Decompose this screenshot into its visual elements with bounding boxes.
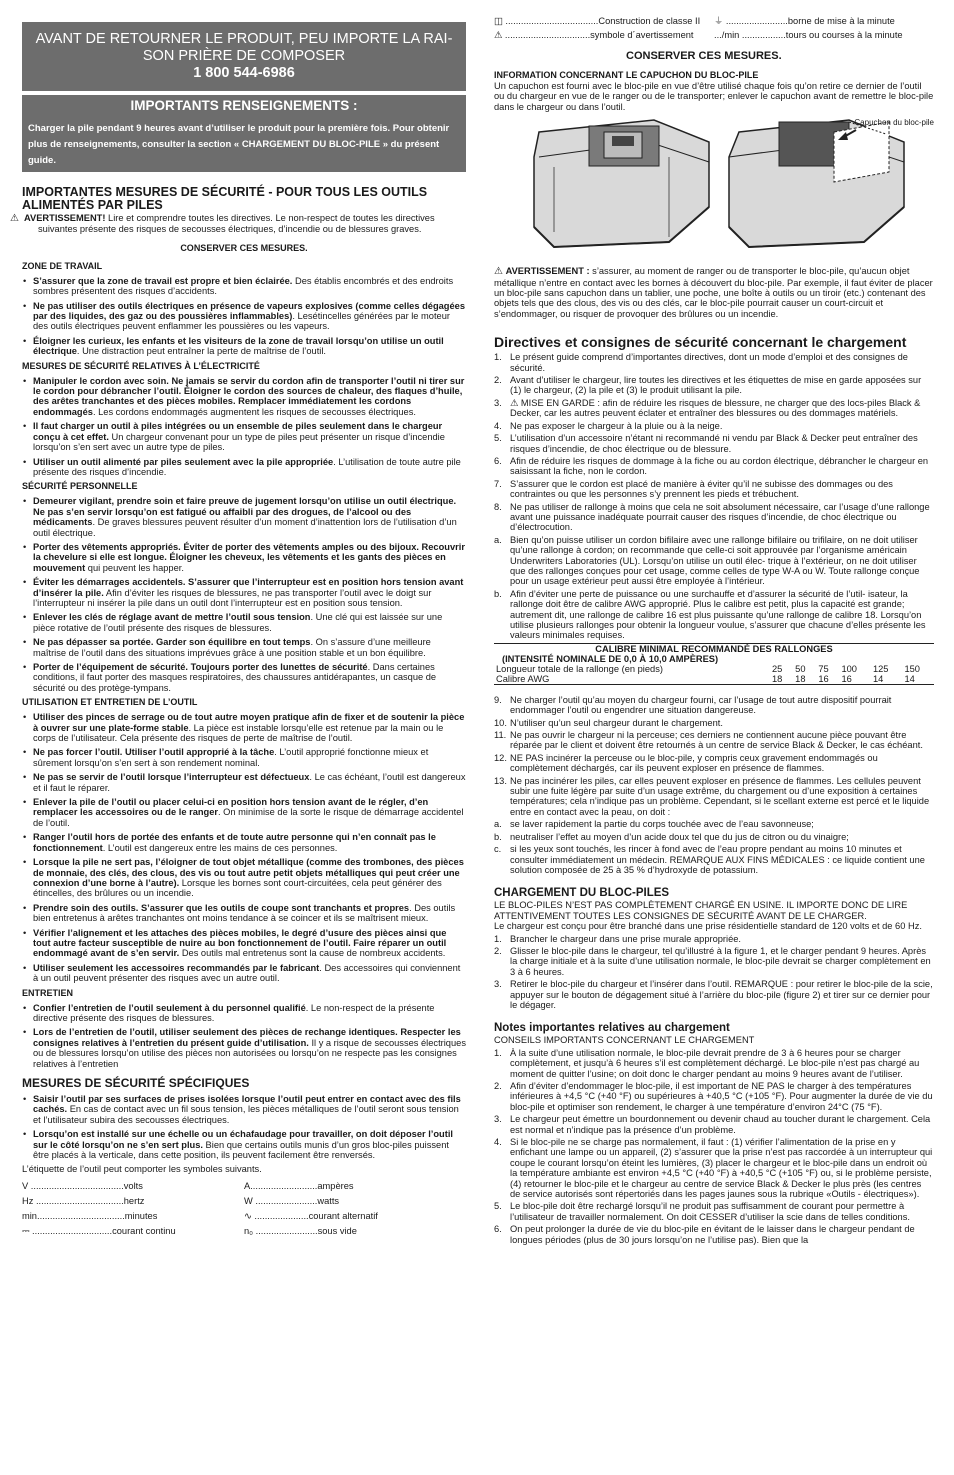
banner-line1: AVANT DE RETOURNER LE PRODUIT, PEU IMPORTE LA RAI- <box>35 31 453 47</box>
table-row: Calibre AWG 18 18 16 16 14 14 <box>494 674 934 685</box>
symbol-amperes: A..........................ampères <box>244 1180 354 1191</box>
section-maintenance: ENTRETIEN <box>22 987 74 998</box>
section-electric: MESURES DE SÉCURITÉ RELATIVES À L’ÉLECTRICITÉ <box>22 360 260 371</box>
list-item: b. Afin d’éviter une perte de puissance ou une surchauffe et d’assurer la sécurité de l’util- isateur, la rallonge doit être de calibre AWG approprié. Plus le calibre est petit, plus la capacité est grande; autrement dit, une rallonge de calibre 16 est plus puissante qu’une rallonge de calibre 18. Lorsqu’on utilise plusieurs rallonges pour obtenir la longueur voulue, s’assurer que chacune d’elles présente les valeurs minimales requises. <box>494 588 926 641</box>
list-item: 6. Afin de réduire les risques de dommage à la fiche ou au cordon électrique, débrancher le chargeur en saisissant la fiche, non le cordon. <box>494 455 929 477</box>
list-item: • Ne pas utiliser des outils électriques en présence de vapeurs explosives (comme celles dégagées par des liquides, des gaz ou des poussières inflammables). Lesétincelles générées par le moteur des outils électriques peuvent enflammer les poussières ou les vapeurs. <box>22 301 466 332</box>
electric-list <box>22 376 466 478</box>
list-item: • Enlever les clés de réglage avant de mettre l’outil sous tension. Une clé qui est laissée sur une pièce rotative de l’outil présente des risques de blessures. <box>22 612 466 633</box>
specific-list <box>22 1094 466 1160</box>
table-title2: (INTENSITÉ NOMINALE DE 0,0 À 10,0 AMPÈRES) <box>502 653 719 664</box>
warning-right: ⚠ AVERTISSEMENT : s’assurer, au moment de ranger ou de transporter le bloc-pile, qu’aucun objet métallique n’entre en contact avec les bornes à découvert du bloc-pile. Par exemple, il faut éviter de placer un bloc-pile sans capuchon dans un tablier, une poche, une boîte à outils ou un tiroir (etc.) contenant des objets tels que des clous, des vis ou des clés, car le bloc-pile pourrait causer un court-circuit et s’endommager, ou risquer de provoquer des brûlures ou un incendie. <box>494 266 933 319</box>
list-item: 1. Le présent guide comprend d’importantes directives, dont un mode d’emploi et des consignes de sécurité. <box>494 352 908 373</box>
symbols-top <box>494 14 934 42</box>
directives-list <box>494 352 934 641</box>
personal-list <box>22 496 466 693</box>
charging-caps: LE BLOC-PILES N’EST PAS COMPLÈTEMENT CHARGÉ EN USINE. IL IMPORTE DONC DE LIRE ATTENTIVEMENT TOUTES LES CONSIGNES DE SÉCURITÉ AVANT DE LE CHARGER. <box>494 900 908 921</box>
list-item: • Lorsque la pile ne sert pas, l’éloigner de tout objet métallique (comme des trombones, des pièces de monnaie, des clés, des clous, des vis ou tout autre petit objets métalliques qui peut créer une connexion d’une borne à l’autre). Lorsque les bornes sont court-circuitées, cela peut générer des étincelles, des brûlures ou un incendie. <box>22 857 466 899</box>
specific-heading: MESURES DE SÉCURITÉ SPÉCIFIQUES <box>22 1076 250 1090</box>
list-item: 13. Ne pas incinérer les piles, car elles peuvent exploser en présence de flammes. Les cellules peuvent subir une fuite légère par suite d’un usage extrême, du chargement ou d’une exposition à certaines températures; cela n’indique pas un problème. Cependant, si le scellant externe est percé et le liquide entre en contact avec la peau, on doit : <box>494 775 930 817</box>
symbol-ac: ∿ .....................courant alternatif <box>244 1210 378 1221</box>
symbol-hertz: Hz ..................................hertz <box>22 1195 145 1206</box>
list-item: • Ne pas dépasser sa portée. Garder son équilibre en tout temps. On s’assure d’une meilleure maîtrise de l’outil dans des situations imprévues grâce à une position stable et un bon équilibre. <box>22 637 466 658</box>
cap-title: INFORMATION CONCERNANT LE CAPUCHON DU BLOC-PILE <box>494 70 759 80</box>
list-item: 1. Brancher le chargeur dans une prise murale appropriée. <box>494 933 742 944</box>
section-work-area: ZONE DE TRAVAIL <box>22 260 103 271</box>
list-item: 12. NE PAS incinérer la perceuse ou le bloc-pile, y compris ceux gravement endommagés ou complètement déchargés, car ils peuvent exploser en présence de flammes. <box>494 752 878 774</box>
keep-measures-right: CONSERVER CES MESURES. <box>626 50 782 62</box>
symbol-minutes: min..................................minutes <box>22 1210 158 1221</box>
list-item: a. se laver rapidement la partie du corps touchée avec de l’eau savonneuse; <box>494 819 814 830</box>
list-item: a. Bien qu’on puisse utiliser un cordon bifilaire avec une rallonge bifilaire ou trifilaire, on ne doit utiliser qu’une rallonge à cordon; on recommande que celle-ci soit approuvée par l’organisme américain Underwriters Laboratories (UL). Lorsqu’on utilise un outil élec- trique à l’extérieur, on ne doit utiliser que des rallonges conçues pour cet usage, comme celles de type W-A ou W. Toute rallonge conçue pour un usage extérieur peut aussi être employée à l’intérieur. <box>494 534 920 587</box>
left-column <box>10 185 466 1239</box>
list-item: 7. S’assurer que le cordon est placé de manière à éviter qu’il ne subisse des dommages ou des contraintes ou que les personnes s’y prennent les pieds et trébuchent. <box>494 478 893 500</box>
use-list <box>22 712 466 983</box>
list-item: • Lors de l’entretien de l’outil, utiliser seulement des pièces de rechange identiques. Respecter les consignes relatives à l’entretien du présent guide d’utilisation. Il y a risque de secousses électriques ou de blessures lorsqu’on utilise des pièces non autorisées ou lorsqu’on ne respecte pas les consignes relatives à l’entretien <box>22 1027 466 1069</box>
list-item: 2. Glisser le bloc-pile dans le chargeur, tel qu’illustré à la figure 1, et le charger pendant 9 heures. Après la charge initiale et à la suite d’une utilisation normale, le bloc-pile devrait se charger complètement en 3 à 6 heures. <box>494 945 931 977</box>
symbols-intro: L’étiquette de l’outil peut comporter les symboles suivants. <box>22 1164 262 1175</box>
list-item: • Utiliser des pinces de serrage ou de tout autre moyen pratique afin de fixer et de soutenir la pièce à ouvrer sur une plate-forme stable. La pièce est instable lorsqu’elle est retenue par la main ou le corps de l’utilisateur. Cela présente des risques de perte de maîtrise de l’outil. <box>22 712 466 743</box>
safety-heading: IMPORTANTES MESURES DE SÉCURITÉ - POUR TOUS LES OUTILS ALIMENTÉS PAR PILES <box>22 185 428 212</box>
warning-icon: ⚠ <box>494 266 503 278</box>
right-column <box>494 14 934 1245</box>
table-row: Longueur totale de la rallonge (en pieds) 25 50 75 100 125 150 <box>496 663 920 674</box>
directives-list-2 <box>494 695 934 876</box>
list-item: 4. Si le bloc-pile ne se charge pas normalement, il faut : (1) vérifier l’alimentation de la prise en y enfichant une lampe ou un appareil, (2) s’assurer que la prise n’est pas raccordée à un interrupteur qui coupe le courant lorsqu’on éteint les lumières, (3) placer le chargeur et le bloc-pile dans un endroit où la température ambiante est environ +4,5 °C (+40 °F) à +40,5 °C (+105 °F) ou, si le problème persiste, (4) retourner le bloc-pile et le chargeur au centre de service Black & Decker le plus près (les centres de service autorisés sont répertoriés dans les pages jaunes sous la rubrique «Outils - électriques»). <box>494 1137 933 1200</box>
list-item: • Utiliser seulement les accessoires recommandés par le fabricant. Des accessoires qui conviennent à un outil peuvent présenter des risques avec un autre outil. <box>22 963 466 984</box>
important-info-body: Charger la pile pendant 9 heures avant d’utiliser le produit pour la première fois. Pour obtenir plus de renseignements, consulter la section « CHARGEMENT DU BLOC-PILE » du présent guide. <box>28 123 450 166</box>
list-item: 9. Ne charger l’outil qu’au moyen du chargeur fourni, car l’usage de tout autre dispositif pourrait endommager l’outil ou engendrer une situation dangereuse. <box>494 694 892 716</box>
symbol-watts: W ........................watts <box>244 1195 340 1206</box>
battery-with-cap <box>729 120 904 247</box>
notes-heading: Notes importantes relatives au chargement <box>494 1022 730 1035</box>
charging-list <box>494 934 934 1011</box>
symbol-no-load: n₀ ........................sous vide <box>244 1225 357 1236</box>
list-item: • Ranger l’outil hors de portée des enfants et de toute autre personne qui n’en connaît pas le fonctionnement. L’outil est dangereux entre les mains de ces personnes. <box>22 832 466 853</box>
warning-paragraph: ⚠ AVERTISSEMENT! Lire et comprendre toutes les directives. Le non-respect de toutes les directives suivantes présente des risques de secousses électriques, d’incendie ou de blessures graves. <box>10 213 435 235</box>
list-item: 2. Avant d’utiliser le chargeur, lire toutes les directives et les étiquettes de mise en garde apposées sur (1) le chargeur, (2) la pile et (3) le produit utilisant la pile. <box>494 375 922 396</box>
list-item: • Vérifier l’alignement et les attaches des pièces mobiles, le degré d’usure des pièces ainsi que tout autre facteur susceptible de nuire au bon fonctionnement de l’outil. Faire réparer un outil endommagé avant de s’en servir. Des outils mal entretenus sont la cause de nombreux accidents. <box>22 928 466 959</box>
charging-paragraph: Le chargeur est conçu pour être branché dans une prise résidentielle standard de 120 volts et de 60 Hz. <box>494 921 922 932</box>
cap-text: Un capuchon est fourni avec le bloc-pile en vue d’être utilisé chaque fois qu’on retire ce dernier de l’outil ou du chargeur en vue de le ranger ou de le transporter; enlever le capuchon avant de remettre le bloc-pile dans le chargeur ou dans l’outil. <box>494 81 934 112</box>
list-item: • Il faut charger un outil à piles intégrées ou un ensemble de piles seulement dans le chargeur conçu à cet effet. Un chargeur convenant pour un type de piles peut présenter un risque d’incendie lorsqu’on s’en sert avec un autre type de piles. <box>22 421 466 452</box>
directives-heading: Directives et consignes de sécurité concernant le chargement <box>494 334 907 351</box>
section-personal: SÉCURITÉ PERSONNELLE <box>22 481 138 492</box>
symbol-per-min: .../min .................tours ou courses à la minute <box>714 30 903 40</box>
list-item: • Prendre soin des outils. S’assurer que les outils de coupe sont tranchants et propres. Des outils bien entretenus à arêtes tranchantes ont moins tendance à se coincer et ils se maîtrisent mieux. <box>22 903 466 924</box>
list-item: • Demeurer vigilant, prendre soin et faire preuve de jugement lorsqu’on utilise un outil électrique. Ne pas s’en servir lorsqu’on est fatigué ou affaibli par des drogues, de l’alcool ou des médicaments. De graves blessures peuvent résulter d’un moment d’inattention lors de l’utilisation d’un outil électrique. <box>22 496 466 538</box>
list-item: • Éloigner les curieux, les enfants et les visiteurs de la zone de travail lorsqu’on utilise un outil électrique. Une distraction peut entraîner la perte de maîtrise de l’outil. <box>22 336 466 357</box>
list-item: 8. Ne pas utiliser de rallonge à moins que cela ne soit absolument nécessaire, car l’usage d’une rallonge avant une puissance inadéquate pourrait causer des risques d’incendie, de choc électrique ou d’électrocution. <box>494 501 930 533</box>
symbol-class2: ◫ ....................................Construction de classe II <box>494 16 701 26</box>
notes-sub: CONSEILS IMPORTANTS CONCERNANT LE CHARGEMENT <box>494 1035 755 1046</box>
list-item: • Enlever la pile de l’outil ou placer celui-ci en position hors tension avant de le régler, d’en remplacer les accessoires ou de le ranger. On minimise de la sorte le risque de démarrage accidentel de l’outil. <box>22 797 466 828</box>
cap-label: Capuchon du bloc-pile <box>854 118 934 128</box>
list-item: • Confier l’entretien de l’outil seulement à du personnel qualifié. Le non-respect de la présente directive présente des risques de blessures. <box>22 1003 466 1024</box>
charging-heading: CHARGEMENT DU BLOC-PILES <box>494 887 670 900</box>
list-item: • Ne pas forcer l’outil. Utiliser l’outil approprié à la tâche. L’outil approprié fonctionne mieux et sûrement lorsqu’on s’en sert à son rendement nominal. <box>22 747 466 768</box>
notes-list <box>494 1048 934 1245</box>
list-item: 3. Le chargeur peut émettre un bourdonnement ou devenir chaud au toucher durant le chargement. Cela est normal et n’indique pas la présence d’un problème. <box>494 1114 931 1135</box>
list-item: • S’assurer que la zone de travail est propre et bien éclairée. Des établis encombrés et des endroits sombres présentent des risques d’accidents. <box>22 276 466 297</box>
symbol-ground: ⏚ ........................borne de mise à la minute <box>714 16 895 26</box>
list-item: • Ne pas se servir de l’outil lorsque l’interrupteur est défectueux. Le cas échéant, l’outil est dangereux et il faut le réparer. <box>22 772 466 793</box>
symbol-warning: ⚠ .................................symbole d´avertissement <box>494 30 694 40</box>
cable-gauge-table <box>494 643 934 685</box>
maintenance-list <box>22 1003 466 1069</box>
battery-figure <box>494 112 934 262</box>
symbol-dc: ⎓ ...............................courant continu <box>22 1225 176 1236</box>
list-item: 11. Ne pas ouvrir le chargeur ni la perceuse; ces derniers ne contiennent aucune pièce pouvant être réparée par le client et doivent être retournés à un centre de service Black & Decker, le cas échéant. <box>494 730 923 751</box>
list-item: c. si les yeux sont touchés, les rincer à fond avec de l’eau propre pendant au moins 10 minutes et consulter immédiatement un médecin. REMARQUE AUX FINS MÉDICALES : ce liquide contient une solution composée de 25 à 35 % d’hydroxyde de potassium. <box>494 844 925 875</box>
list-item: 5. Le bloc-pile doit être rechargé lorsqu’il ne produit pas suffisamment de courant pour permettre à l’utilisateur de travailler normalement. On doit CESSER d’utiliser la scie dans de telles conditions. <box>494 1201 910 1222</box>
list-item: • Utiliser un outil alimenté par piles seulement avec la pile appropriée. L’utilisation de toute autre pile présente des risques d’incendie. <box>22 457 466 478</box>
list-item: b. neutraliser l’effet au moyen d’un acide doux tel que du jus de citron ou du vinaigre; <box>494 831 849 842</box>
return-banner <box>22 22 466 91</box>
list-item: 3. Retirer le bloc-pile du chargeur et l’insérer dans l’outil. REMARQUE : pour retirer le bloc-pile de la scie, appuyer sur le bouton de dégagement situé à l’arrière du bloc-pile (figure 2) et tirer sur ce dernier pour le dégager. <box>494 979 933 1010</box>
list-item: 4. Ne pas exposer le chargeur à la pluie ou à la neige. <box>494 420 723 431</box>
list-item: • Lorsqu’on est installé sur une échelle ou un échafaudage pour travailler, on doit déposer l’outil sur le côté lorsqu’on ne s’en sert plus. Bien que certains outils munis d’un gros bloc-piles puissent être placés à la verticale, dans cette position, ils peuvent facilement être renversés. <box>22 1129 466 1160</box>
phone-number: 1 800 544-6986 <box>193 65 295 81</box>
symbol-volts: V ....................................volts <box>22 1180 143 1191</box>
banner-line2: SON PRIÈRE DE COMPOSER <box>142 48 346 64</box>
list-item: • Éviter les démarrages accidentels. S’assurer que l’interrupteur est en position hors tension avant d’insérer la pile. Afin d’éviter les risques de blessures, ne pas transporter l’outil avec le doigt sur l’interrupteur ni insérer la pile dans un outil dont l’interrupteur est en position sous tension. <box>22 577 466 608</box>
list-item: 5. L’utilisation d’un accessoire n’étant ni recommandé ni vendu par Black & Decker peut entraîner des risques d’incendie, de choc électrique ou de blessure. <box>494 433 918 454</box>
list-item: 10. N’utiliser qu’un seul chargeur durant le chargement. <box>494 717 723 728</box>
list-item: 1. À la suite d’une utilisation normale, le bloc-pile devrait prendre de 3 à 6 heures pour se charger complètement, et jusqu’à 6 heures s’il est complètement déchargé. Le bloc-pile n’est pas chargé au moment de quitter l’usine; on doit donc le charger pendant au moins 9 heures avant de l’utiliser. <box>494 1047 920 1079</box>
list-item: • Porter de l’équipement de sécurité. Toujours porter des lunettes de sécurité. Dans certaines conditions, il faut porter des masques respiratoires, des chaussures antidérapantes, un casque de sécurité ou des protège-tympans. <box>22 662 466 693</box>
section-use: UTILISATION ET ENTRETIEN DE L’OUTIL <box>22 697 198 708</box>
battery-without-cap <box>534 120 709 247</box>
work-area-list <box>22 276 466 357</box>
list-item: • Porter des vêtements appropriés. Éviter de porter des vêtements amples ou des bijoux. Recouvrir la chevelure si elle est longue. Éloigner les cheveux, les vêtements et les gants des pièces en mouvement qui peuvent les happer. <box>22 542 466 573</box>
important-info-title: IMPORTANTS RENSEIGNEMENTS : <box>130 98 358 113</box>
list-item: • Manipuler le cordon avec soin. Ne jamais se servir du cordon afin de transporter l’outil ni tirer sur le cordon pour débrancher l’outil. Éloigner le cordon des sources de chaleur, des flaques d’huile, des arêtes tranchantes et des pièces mobiles. Remplacer immédiatement les cordons endommagés. Les cordons endommagés augmentent les risques de secousses électriques. <box>22 376 466 418</box>
list-item: • Saisir l’outil par ses surfaces de prises isolées lorsque l’outil peut entrer en contact avec des fils cachés. En cas de contact avec un fil sous tension, les pièces métalliques de l’outil seront sous tension et l’utilisateur subira des secousses électriques. <box>22 1094 466 1125</box>
list-item: 2. Afin d’éviter d’endommager le bloc-pile, il est important de NE PAS le charger à des températures inférieures à +4,5 °C (+40 °F) ou supérieures à +40,5 °C (+105 °F). Pour augmenter la durée de vie du bloc-pile et optimiser son rendement, le charger à une température d’environ 24°C (75 °F). <box>494 1081 933 1112</box>
symbols-table <box>22 1179 466 1239</box>
battery-illustration <box>494 112 934 262</box>
list-item: 6. On peut prolonger la durée de vie du bloc-pile en évitant de le laisser dans le chargeur pendant de longues périodes (plus de 30 jours lorsqu’on ne l’utilise pas). Bien que la <box>494 1224 915 1245</box>
important-info-banner <box>22 95 466 172</box>
keep-measures: CONSERVER CES MESURES. <box>180 242 308 253</box>
table-title1: CALIBRE MINIMAL RECOMMANDÉ DES RALLONGES <box>595 643 833 654</box>
list-item: 3. ⚠ MISE EN GARDE : afin de réduire les risques de blessure, ne charger que des locs-piles Black & Decker, car les autres peuvent éclater et entraîner des blessures ou des dommages matériels. <box>494 397 921 419</box>
